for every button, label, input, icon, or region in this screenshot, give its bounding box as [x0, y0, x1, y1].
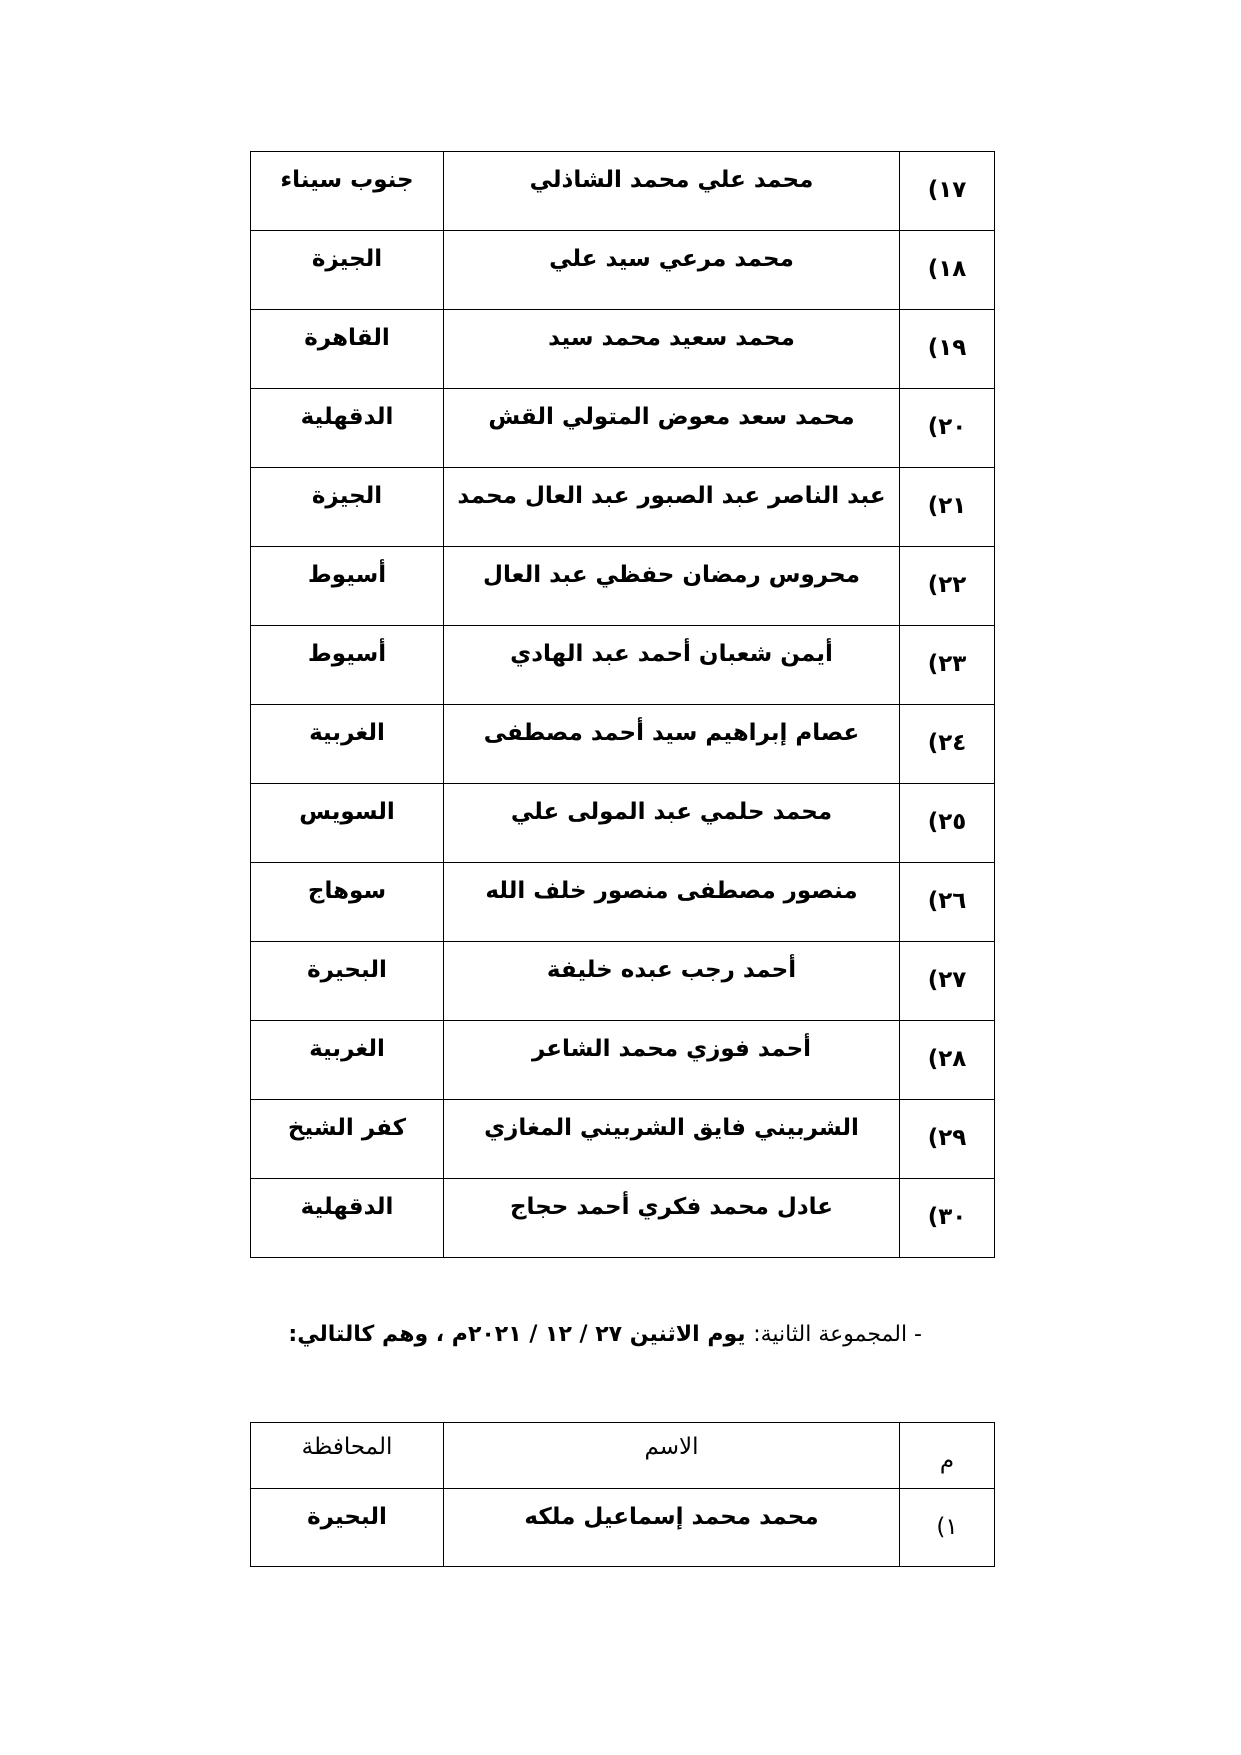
governorate-cell — [251, 863, 444, 942]
row-number: ٢١) — [927, 493, 967, 519]
group2-header-row — [251, 1423, 995, 1489]
table-row — [251, 942, 995, 1021]
table-row — [251, 1100, 995, 1179]
header-name-cell — [444, 1423, 900, 1489]
group1-table — [250, 151, 995, 1258]
person-name-cell — [444, 626, 900, 705]
person-name: أحمد فوزي محمد الشاعر — [531, 1036, 812, 1062]
table-row — [251, 1021, 995, 1100]
governorate-cell — [251, 152, 444, 231]
governorate: الدقهلية — [300, 1194, 394, 1220]
header-num-cell — [900, 1423, 995, 1489]
table-row — [251, 1489, 995, 1567]
group2-heading — [250, 1322, 922, 1347]
table-row — [251, 547, 995, 626]
governorate: القاهرة — [304, 325, 390, 351]
row-number: ١٨) — [927, 256, 967, 282]
row-number-cell — [900, 1100, 995, 1179]
person-name-cell — [444, 705, 900, 784]
person-name-cell — [444, 547, 900, 626]
row-number: ٢٦) — [927, 888, 967, 914]
table-row — [251, 784, 995, 863]
person-name-cell — [444, 1489, 900, 1567]
row-number-cell — [900, 389, 995, 468]
person-name: عادل محمد فكري أحمد حجاج — [509, 1194, 833, 1220]
governorate: جنوب سيناء — [280, 167, 414, 193]
row-number-cell — [900, 863, 995, 942]
row-number-cell — [900, 1179, 995, 1258]
row-number: ٢٥) — [927, 809, 967, 835]
row-number: ١٧) — [927, 177, 967, 203]
governorate: أسيوط — [307, 641, 387, 667]
governorate-cell — [251, 705, 444, 784]
person-name: محمد سعد معوض المتولي القش — [488, 404, 855, 430]
person-name-cell — [444, 468, 900, 547]
row-number: ٢٧) — [927, 967, 967, 993]
row-number-cell — [900, 152, 995, 231]
row-number-cell — [900, 547, 995, 626]
table-row — [251, 152, 995, 231]
table-row — [251, 310, 995, 389]
table-row — [251, 389, 995, 468]
governorate: سوهاج — [307, 878, 387, 904]
person-name-cell — [444, 152, 900, 231]
row-number: ٢٣) — [927, 651, 967, 677]
governorate: أسيوط — [307, 562, 387, 588]
header-name-label: الاسم — [644, 1434, 699, 1460]
table-row — [251, 863, 995, 942]
person-name-cell — [444, 784, 900, 863]
row-number-cell — [900, 231, 995, 310]
group1-table-body — [251, 152, 995, 1258]
header-governorate-label: المحافظة — [301, 1434, 393, 1460]
governorate: الغربية — [309, 720, 385, 746]
person-name-cell — [444, 1021, 900, 1100]
governorate-cell — [251, 1179, 444, 1258]
row-number-cell — [900, 1021, 995, 1100]
row-number-cell — [900, 310, 995, 389]
row-number: ٢٤) — [927, 730, 967, 756]
group2-table — [250, 1422, 995, 1567]
person-name-cell — [444, 942, 900, 1021]
table-row — [251, 626, 995, 705]
governorate: الدقهلية — [300, 404, 394, 430]
row-number: ٣٠) — [927, 1204, 967, 1230]
governorate: الجيزة — [311, 246, 383, 272]
person-name: محمد حلمي عبد المولى علي — [510, 799, 833, 825]
person-name-cell — [444, 389, 900, 468]
governorate: البحيرة — [307, 957, 387, 983]
governorate-cell — [251, 389, 444, 468]
governorate-cell — [251, 547, 444, 626]
governorate-cell — [251, 310, 444, 389]
governorate-cell — [251, 468, 444, 547]
person-name: محمد علي محمد الشاذلي — [529, 167, 814, 193]
governorate: الجيزة — [311, 483, 383, 509]
governorate: كفر الشيخ — [287, 1115, 407, 1141]
person-name-cell — [444, 310, 900, 389]
governorate: البحيرة — [307, 1504, 387, 1530]
group2-heading-date: يوم الاثنين ٢٧ / ١٢ / ٢٠٢١م ، وهم كالتالي: — [288, 1322, 754, 1347]
group2-heading-lead: - المجموعة الثانية: — [753, 1322, 922, 1347]
person-name-cell — [444, 1100, 900, 1179]
row-number: ٢٠) — [927, 414, 967, 440]
table-row — [251, 468, 995, 547]
governorate-cell — [251, 942, 444, 1021]
row-number: ٢٩) — [927, 1125, 967, 1151]
person-name: عبد الناصر عبد الصبور عبد العال محمد — [457, 483, 886, 509]
person-name: محمد مرعي سيد علي — [549, 246, 794, 272]
person-name: الشربيني فايق الشربيني المغازي — [484, 1115, 859, 1141]
row-number-cell — [900, 784, 995, 863]
person-name: محروس رمضان حفظي عبد العال — [483, 562, 860, 588]
header-governorate-cell — [251, 1423, 444, 1489]
row-number-cell — [900, 1489, 995, 1567]
governorate-cell — [251, 1100, 444, 1179]
group2-table-body — [251, 1423, 995, 1567]
person-name-cell — [444, 231, 900, 310]
governorate-cell — [251, 1489, 444, 1567]
governorate: الغربية — [309, 1036, 385, 1062]
person-name: منصور مصطفى منصور خلف الله — [485, 878, 858, 904]
person-name-cell — [444, 1179, 900, 1258]
person-name: أحمد رجب عبده خليفة — [546, 957, 797, 983]
row-number-cell — [900, 468, 995, 547]
row-number-cell — [900, 942, 995, 1021]
governorate-cell — [251, 231, 444, 310]
row-number: ١) — [936, 1514, 958, 1540]
person-name: محمد سعيد محمد سيد — [548, 325, 795, 351]
governorate: السويس — [299, 799, 395, 825]
person-name: أيمن شعبان أحمد عبد الهادي — [510, 641, 833, 667]
table-row — [251, 231, 995, 310]
person-name: عصام إبراهيم سيد أحمد مصطفى — [483, 720, 860, 746]
governorate-cell — [251, 626, 444, 705]
row-number: ٢٢) — [927, 572, 967, 598]
row-number-cell — [900, 705, 995, 784]
row-number-cell — [900, 626, 995, 705]
person-name: محمد محمد إسماعيل ملكه — [524, 1504, 819, 1530]
governorate-cell — [251, 1021, 444, 1100]
governorate-cell — [251, 784, 444, 863]
header-num-label: م — [939, 1448, 955, 1474]
table-row — [251, 705, 995, 784]
row-number: ٢٨) — [927, 1046, 967, 1072]
row-number: ١٩) — [927, 335, 967, 361]
table-row — [251, 1179, 995, 1258]
person-name-cell — [444, 863, 900, 942]
